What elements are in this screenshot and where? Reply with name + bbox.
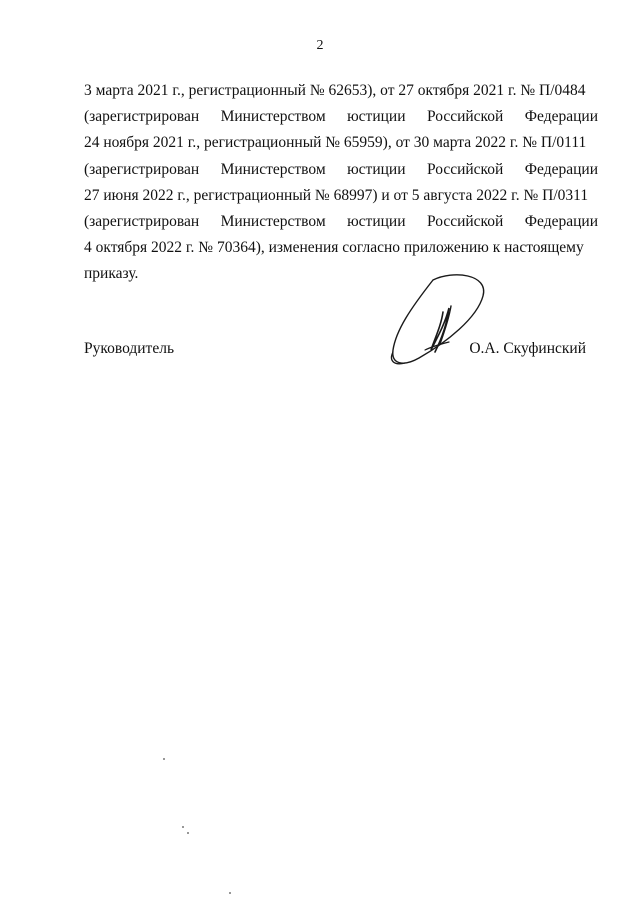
line-6-word-3: юстиции (347, 212, 406, 230)
line-4-word-2: Министерством (220, 160, 326, 178)
line-6-word-1: (зарегистрирован (84, 212, 200, 230)
body-text (84, 78, 598, 288)
text-line-4 (84, 157, 598, 183)
line-6-word-4: Российской (426, 212, 504, 230)
text-line-3 (84, 130, 598, 156)
line-2-word-4: Российской (426, 108, 504, 126)
text-line-2 (84, 104, 598, 130)
scan-speck (229, 892, 231, 894)
page-number: 2 (316, 38, 324, 53)
scan-speck (182, 826, 184, 828)
text-line-7 (84, 235, 598, 261)
line-6-word-5: Федерации (524, 212, 598, 230)
line-4-word-5: Федерации (524, 160, 598, 178)
line-3-text: 24 ноября 2021 г., регистрационный № 65959), от 30 марта 2022 г. № П/0111 (84, 134, 587, 152)
scan-speck (163, 758, 165, 760)
line-2-word-5: Федерации (524, 108, 598, 126)
text-line-5 (84, 183, 598, 209)
line-4-word-3: юстиции (347, 160, 406, 178)
line-2-word-3: юстиции (347, 108, 406, 126)
line-5-text: 27 июня 2022 г., регистрационный № 68997) и от 5 августа 2022 г. № П/0311 (84, 186, 589, 204)
line-6-word-2: Министерством (220, 212, 326, 230)
line-1-text: 3 марта 2021 г., регистрационный № 62653), от 27 октября 2021 г. № П/0484 (84, 82, 586, 99)
line-4-word-1: (зарегистрирован (84, 160, 200, 178)
signature-block (84, 336, 598, 362)
scan-speck (187, 832, 189, 834)
line-2-word-2: Министерством (220, 108, 326, 126)
line-4-word-4: Российской (426, 160, 504, 178)
signatory-position: Руководитель (84, 340, 175, 357)
text-line-6 (84, 209, 598, 235)
line-8-text: приказу. (84, 265, 139, 283)
text-line-8 (84, 261, 598, 287)
signatory-name: О.А. Скуфинский (469, 340, 586, 357)
text-line-1 (84, 78, 598, 104)
line-2-word-1: (зарегистрирован (84, 108, 200, 126)
line-7-text: 4 октября 2022 г. № 70364), изменения согласно приложению к настоящему (84, 239, 584, 257)
